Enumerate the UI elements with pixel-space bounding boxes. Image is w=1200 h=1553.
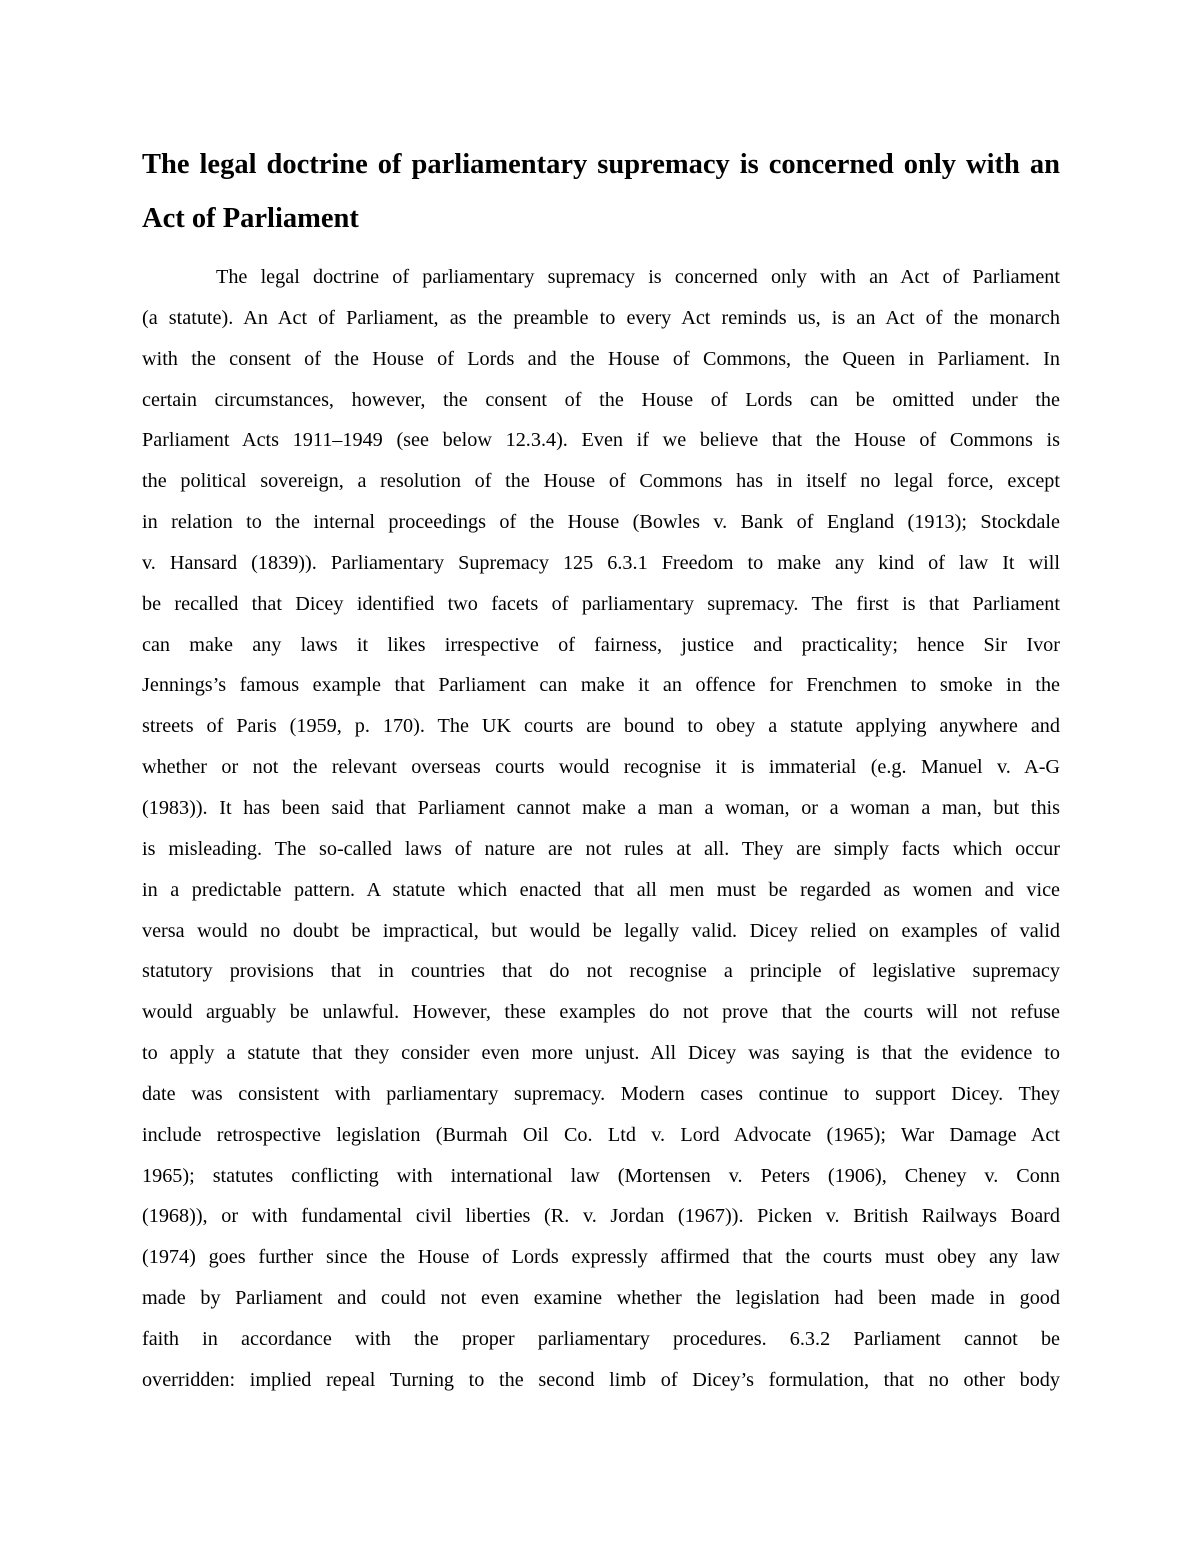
document-title: The legal doctrine of parliamentary supremacy is concerned only with an Act of Parliament <box>142 149 1060 234</box>
body-line: include retrospective legislation (Burmah Oil Co. Ltd v. Lord Advocate (1965); War Damage Act <box>142 1123 1060 1146</box>
body-line: (1968)), or with fundamental civil liberties (R. v. Jordan (1967)). Picken v. British Railways Board <box>142 1205 1060 1228</box>
body-line: in relation to the internal proceedings of the House (Bowles v. Bank of England (1913); Stockdale <box>142 511 1060 534</box>
body-line: in a predictable pattern. A statute which enacted that all men must be regarded as women and vice <box>142 878 1060 901</box>
body-line: certain circumstances, however, the consent of the House of Lords can be omitted under the <box>142 388 1060 411</box>
body-line: 1965); statutes conflicting with international law (Mortensen v. Peters (1906), Cheney v. Conn <box>142 1164 1060 1187</box>
body-line: Jennings’s famous example that Parliament can make it an offence for Frenchmen to smoke in the <box>142 674 1060 697</box>
body-line: (a statute). An Act of Parliament, as the preamble to every Act reminds us, is an Act of the monarch <box>142 306 1060 329</box>
body-line: with the consent of the House of Lords and the House of Commons, the Queen in Parliament. In <box>142 347 1060 370</box>
body-line: The legal doctrine of parliamentary supremacy is concerned only with an Act of Parliament <box>216 266 1060 288</box>
body-line: can make any laws it likes irrespective of fairness, justice and practicality; hence Sir Ivor <box>142 633 1060 656</box>
body-line: Parliament Acts 1911–1949 (see below 12.3.4). Even if we believe that the House of Commons is <box>142 429 1060 452</box>
body-line: versa would no doubt be impractical, but would be legally valid. Dicey relied on examples of valid <box>142 919 1060 942</box>
body-line: v. Hansard (1839)). Parliamentary Supremacy 125 6.3.1 Freedom to make any kind of law It will <box>142 551 1060 574</box>
body-line: to apply a statute that they consider even more unjust. All Dicey was saying is that the evidence to <box>142 1042 1060 1065</box>
body-line: faith in accordance with the proper parliamentary procedures. 6.3.2 Parliament cannot be <box>142 1327 1060 1350</box>
body-paragraph <box>142 257 1060 1401</box>
body-line: be recalled that Dicey identified two facets of parliamentary supremacy. The first is that Parliament <box>142 592 1060 615</box>
body-line: would arguably be unlawful. However, these examples do not prove that the courts will not refuse <box>142 1001 1060 1024</box>
body-line: the political sovereign, a resolution of the House of Commons has in itself no legal force, except <box>142 470 1060 493</box>
body-line: statutory provisions that in countries that do not recognise a principle of legislative supremacy <box>142 960 1060 983</box>
body-line: date was consistent with parliamentary supremacy. Modern cases continue to support Dicey. They <box>142 1082 1060 1105</box>
body-line: overridden: implied repeal Turning to the second limb of Dicey’s formulation, that no other body <box>142 1368 1060 1391</box>
body-line: made by Parliament and could not even examine whether the legislation had been made in good <box>142 1287 1060 1310</box>
body-line: (1974) goes further since the House of Lords expressly affirmed that the courts must obey any law <box>142 1246 1060 1269</box>
body-line: whether or not the relevant overseas courts would recognise it is immaterial (e.g. Manuel v. A-G <box>142 756 1060 779</box>
body-line: is misleading. The so-called laws of nature are not rules at all. They are simply facts which occur <box>142 837 1060 860</box>
body-line: streets of Paris (1959, p. 170). The UK courts are bound to obey a statute applying anywhere and <box>142 715 1060 738</box>
body-line: (1983)). It has been said that Parliament cannot make a man a woman, or a woman a man, but this <box>142 796 1060 819</box>
